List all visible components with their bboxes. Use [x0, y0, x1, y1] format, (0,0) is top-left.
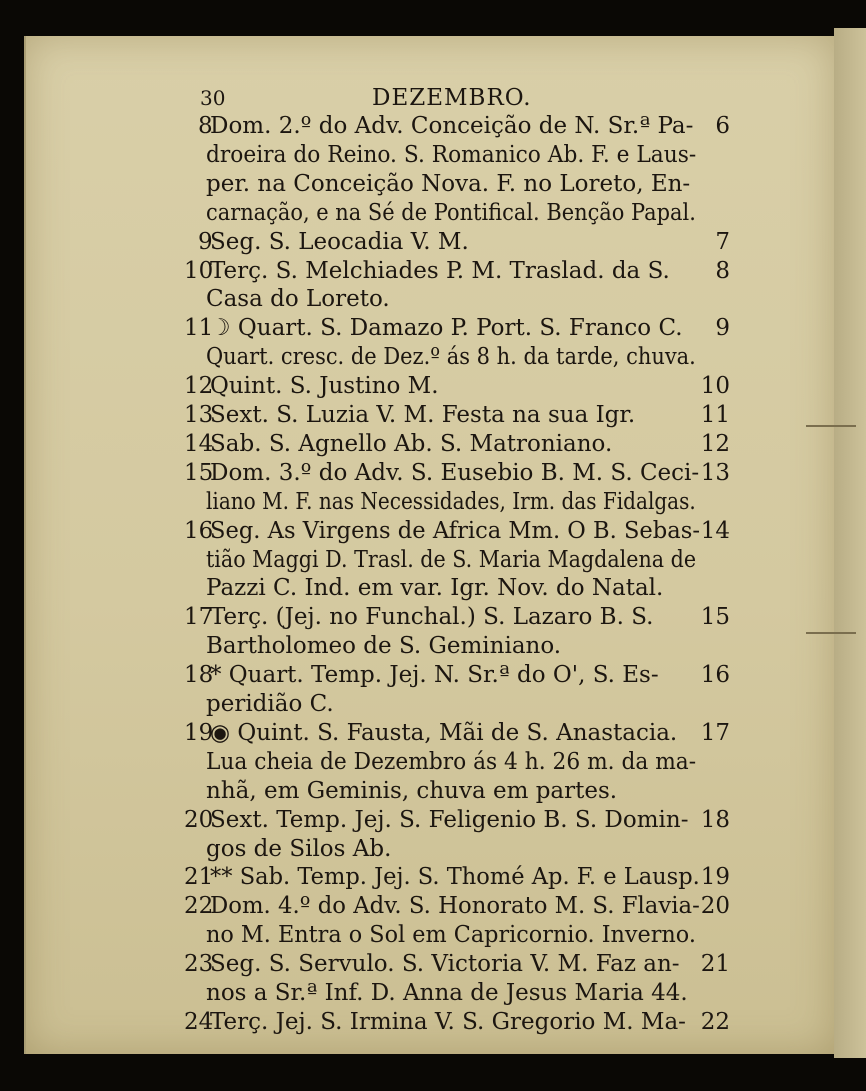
text-line	[0, 979, 866, 1007]
entry-text: Dom. 4.º do Adv. S. Honorato M. S. Flavia-	[210, 893, 700, 920]
day-of-year-number: 15	[700, 604, 730, 631]
day-of-year-number: 17	[700, 719, 730, 746]
text-line	[0, 777, 866, 805]
entry-text: nos a Sr.ª Inf. D. Anna de Jesus Maria 44.	[206, 980, 688, 1006]
entry-text: carnação, e na Sé de Pontifical. Benção Papal.	[206, 199, 696, 226]
entry-text: Sext. S. Luzia V. M. Festa na sua Igr.	[210, 402, 636, 428]
day-of-year-number: 20	[700, 893, 730, 920]
text-line	[0, 488, 866, 516]
entry-text: Quart. cresc. de Dez.º ás 8 h. da tarde, chuva.	[206, 344, 696, 371]
day-number: 24	[184, 1008, 214, 1035]
text-line	[0, 632, 866, 660]
day-number: 14	[184, 430, 214, 457]
entry-text: gos de Silos Ab.	[206, 835, 392, 862]
text-line	[0, 835, 866, 863]
entry-text: peridião C.	[206, 691, 334, 717]
day-of-year-number: 7	[715, 228, 730, 255]
day-of-year-number: 19	[700, 864, 730, 891]
day-of-year-number: 8	[715, 257, 730, 284]
text-line	[0, 141, 866, 169]
entry-text: * Quart. Temp. Jej. N. Sr.ª do O', S. Es-	[210, 662, 659, 689]
entry-text: droeira do Reino. S. Romanico Ab. F. e Laus-	[206, 141, 697, 168]
day-number: 13	[184, 402, 214, 428]
day-number: 16	[184, 517, 214, 544]
day-number: 11	[184, 315, 214, 342]
entry-text: Dom. 3.º do Adv. S. Eusebio B. M. S. Ceci-	[210, 459, 700, 486]
entry-text: Terç. Jej. S. Irmina V. S. Gregorio M. Ma-	[210, 1008, 686, 1035]
page-title: DEZEMBRO.	[372, 85, 532, 111]
day-of-year-number: 11	[700, 402, 730, 428]
text-line	[0, 921, 866, 949]
day-number: 18	[184, 662, 214, 689]
day-number: 21	[184, 864, 214, 891]
text-line	[0, 546, 866, 574]
text-line	[0, 603, 866, 631]
entry-text: ** Sab. Temp. Jej. S. Thomé Ap. F. e Lausp.	[210, 864, 700, 891]
entry-text: nhã, em Geminis, chuva em partes.	[206, 777, 618, 804]
text-line	[0, 1008, 866, 1036]
day-of-year-number: 18	[700, 806, 730, 833]
text-line	[0, 228, 866, 256]
day-of-year-number: 16	[700, 662, 730, 689]
text-line	[0, 170, 866, 198]
entry-text: Quint. S. Justino M.	[210, 373, 439, 400]
day-of-year-number: 13	[700, 459, 730, 486]
text-line	[0, 517, 866, 545]
entry-text: Seg. S. Leocadia V. M.	[210, 228, 469, 255]
day-number: 9	[198, 228, 213, 255]
text-line	[0, 285, 866, 313]
text-line	[0, 257, 866, 285]
text-line	[0, 950, 866, 978]
text-line	[0, 719, 866, 747]
day-number: 19	[184, 719, 214, 746]
entry-text: Sab. S. Agnello Ab. S. Matroniano.	[210, 430, 613, 457]
day-of-year-number: 21	[700, 951, 730, 978]
entry-text: per. na Conceição Nova. F. no Loreto, En-	[206, 170, 691, 197]
entry-text: ◉ Quint. S. Fausta, Mãi de S. Anastacia.	[210, 719, 678, 746]
page-header	[0, 84, 866, 112]
entry-text: ☽ Quart. S. Damazo P. Port. S. Franco C.	[210, 315, 683, 342]
day-of-year-number: 14	[700, 517, 730, 544]
day-number: 23	[184, 951, 214, 978]
day-number: 15	[184, 459, 214, 486]
entry-text: Sext. Temp. Jej. S. Feligenio B. S. Domin-	[210, 806, 689, 833]
entry-text: Lua cheia de Dezembro ás 4 h. 26 m. da ma-	[206, 748, 697, 775]
text-line	[0, 401, 866, 429]
text-line	[0, 892, 866, 920]
entry-text: Casa do Loreto.	[206, 286, 390, 313]
text-line	[0, 343, 866, 371]
text-line	[0, 314, 866, 342]
day-number: 10	[184, 257, 214, 284]
text-line	[0, 806, 866, 834]
day-of-year-number: 9	[715, 315, 730, 342]
entry-text: Terç. (Jej. no Funchal.) S. Lazaro B. S.	[210, 604, 654, 631]
text-line	[0, 748, 866, 776]
day-number: 22	[184, 893, 214, 920]
text-line	[0, 112, 866, 140]
day-of-year-number: 10	[700, 373, 730, 400]
text-line	[0, 372, 866, 400]
entry-text: Dom. 2.º do Adv. Conceição de N. Sr.ª Pa-	[210, 113, 694, 139]
entry-text: Terç. S. Melchiades P. M. Traslad. da S.	[210, 257, 670, 284]
text-line	[0, 863, 866, 891]
entry-text: Seg. As Virgens de Africa Mm. O B. Sebas-	[210, 517, 700, 544]
day-of-year-number: 6	[715, 113, 730, 139]
entry-text: Pazzi C. Ind. em var. Igr. Nov. do Natal.	[206, 575, 664, 602]
text-line	[0, 430, 866, 458]
text-line	[0, 199, 866, 227]
day-of-year-number: 22	[700, 1008, 730, 1035]
entry-text: no M. Entra o Sol em Capricornio. Inverno.	[206, 922, 696, 949]
day-number: 12	[184, 373, 214, 400]
text-line	[0, 574, 866, 602]
page-number: 30	[200, 86, 226, 110]
entry-text: liano M. F. nas Necessidades, Irm. das Fidalgas.	[206, 488, 696, 515]
day-number: 8	[198, 113, 213, 139]
entry-text: Bartholomeo de S. Geminiano.	[206, 633, 562, 660]
text-line	[0, 690, 866, 718]
day-of-year-number: 12	[700, 430, 730, 457]
day-number: 20	[184, 806, 214, 833]
text-line	[0, 459, 866, 487]
day-number: 17	[184, 604, 214, 631]
entry-text: tião Maggi D. Trasl. de S. Maria Magdalena de	[206, 546, 697, 573]
entry-text: Seg. S. Servulo. S. Victoria V. M. Faz an-	[210, 951, 680, 978]
text-line	[0, 661, 866, 689]
